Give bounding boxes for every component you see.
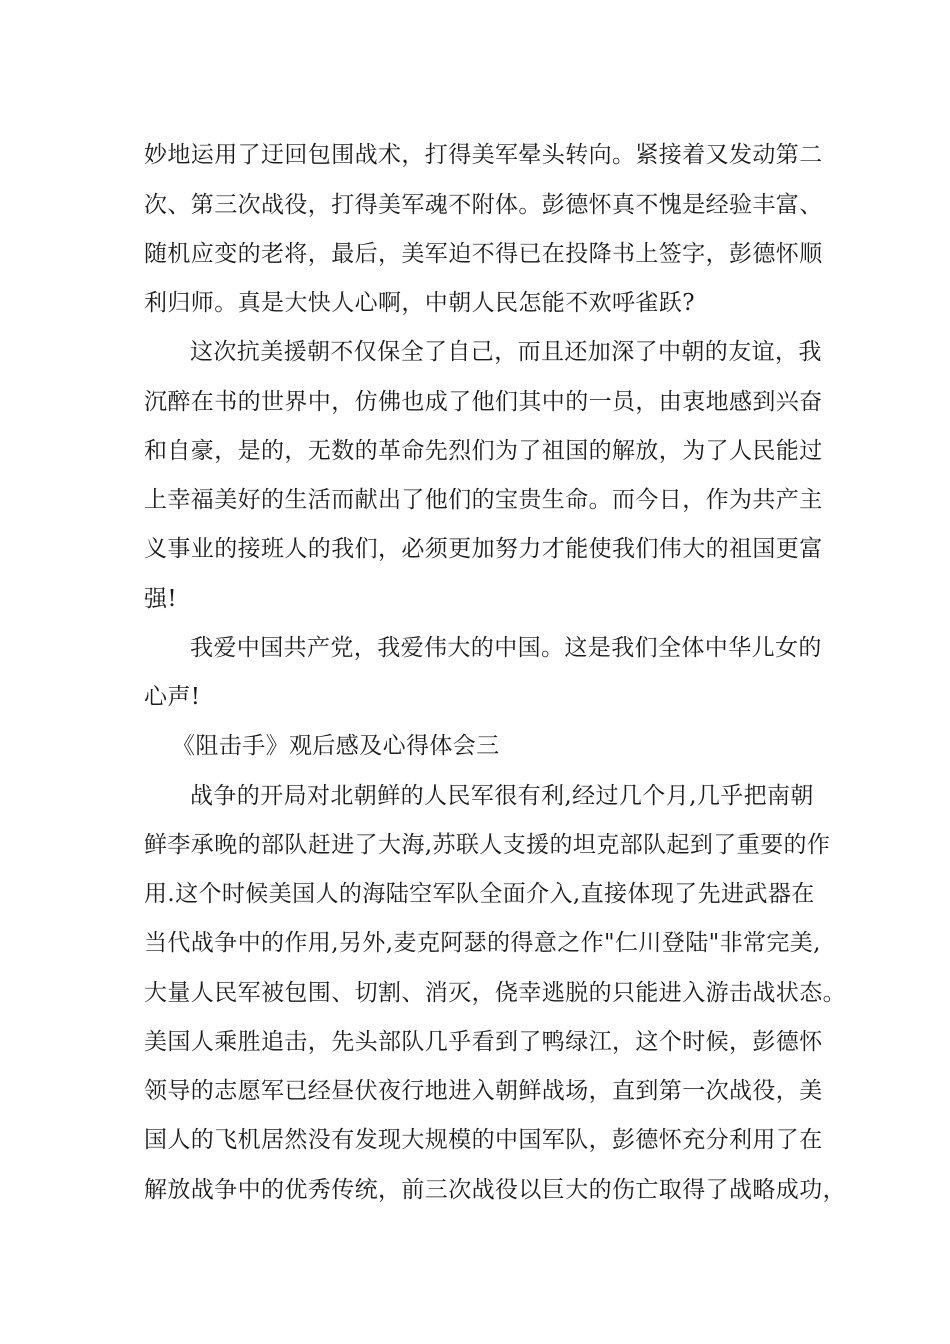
text-line: 这次抗美援朝不仅保全了自己，而且还加深了中朝的友谊，我 bbox=[190, 339, 822, 365]
text-line: 用.这个时候美国人的海陆空军队全面介入,直接体现了先进武器在 bbox=[144, 881, 815, 907]
text-line: 大量人民军被包围、切割、消灭，侥幸逃脱的只能进入游击战状态。 bbox=[144, 980, 846, 1006]
text-line: 义事业的接班人的我们，必须更加努力才能使我们伟大的祖国更富 bbox=[144, 536, 823, 562]
text-line: 和自豪，是的，无数的革命先烈们为了祖国的解放，为了人民能过 bbox=[144, 438, 823, 464]
text-line: 美国人乘胜追击，先头部队几乎看到了鸭绿江，这个时候，彭德怀 bbox=[144, 1029, 823, 1055]
text-line: 沉醉在书的世界中，仿佛也成了他们其中的一员，由衷地感到兴奋 bbox=[144, 389, 823, 415]
text-line: 战争的开局对北朝鲜的人民军很有利,经过几个月,几乎把南朝 bbox=[190, 783, 814, 809]
text-line: 领导的志愿军已经昼伏夜行地进入朝鲜战场，直到第一次战役，美 bbox=[144, 1078, 823, 1104]
section-heading: 《阻击手》观后感及心得体会三 bbox=[172, 733, 500, 759]
text-line: 我爱中国共产党，我爱伟大的中国。这是我们全体中华儿女的 bbox=[190, 635, 822, 661]
text-line: 当代战争中的作用,另外,麦克阿瑟的得意之作"仁川登陆"非常完美, bbox=[144, 930, 821, 956]
text-line: 强! bbox=[144, 586, 178, 612]
text-line: 心声! bbox=[144, 684, 201, 710]
text-line: 利归师。真是大快人心啊，中朝人民怎能不欢呼雀跃? bbox=[144, 290, 695, 316]
text-line: 国人的飞机居然没有发现大规模的中国军队，彭德怀充分利用了在 bbox=[144, 1127, 823, 1153]
text-line: 鲜李承晚的部队赶进了大海,苏联人支援的坦克部队起到了重要的作 bbox=[144, 832, 831, 858]
text-line: 妙地运用了迂回包围战术，打得美军晕头转向。紧接着又发动第二 bbox=[144, 142, 823, 168]
text-line: 随机应变的老将，最后，美军迫不得已在投降书上签字，彭德怀顺 bbox=[144, 241, 823, 267]
text-line: 上幸福美好的生活而献出了他们的宝贵生命。而今日，作为共产主 bbox=[144, 487, 823, 513]
text-line: 解放战争中的优秀传统，前三次战役以巨大的伤亡取得了战略成功， bbox=[144, 1177, 846, 1203]
text-line: 次、第三次战役，打得美军魂不附体。彭德怀真不愧是经验丰富、 bbox=[144, 192, 823, 218]
